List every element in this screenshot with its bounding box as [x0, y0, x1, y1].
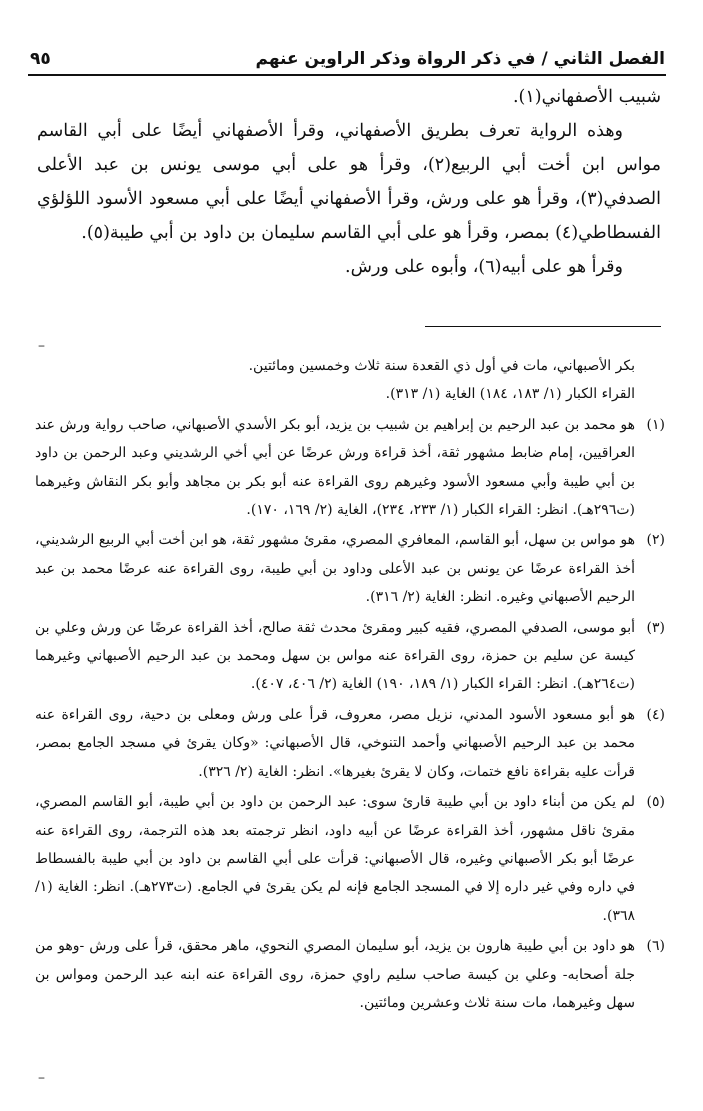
chapter-title: الفصل الثاني / في ذكر الرواة وذكر الراوين عنهم — [255, 49, 665, 69]
footnote — [35, 788, 665, 930]
footnote-number: (٢) — [646, 532, 665, 549]
header-rule — [28, 74, 666, 76]
page-number: ٩٥ — [30, 49, 51, 69]
footnote-number: (٤) — [646, 706, 665, 723]
footnote-number: (٣) — [646, 619, 665, 636]
footnote — [35, 526, 665, 611]
scan-mark: – — [38, 1070, 45, 1086]
footnote-separator — [425, 326, 661, 327]
main-paragraph: وهذه الرواية تعرف بطريق الأصفهاني، وقرأ الأصفهاني أيضًا على أبي القاسم مواس ابن أخت أبي الربيع(٢)، وقرأ هو على أبي موسى يونس بن عبد الأعلى الصدفي(٣)، وقرأ هو على ورش، وقرأ الأصفهاني أيضًا على أبي مسعود الأسود اللؤلؤي الفسطاطي(٤) بمصر، وقرأ هو على أبي القاسم سليمان بن داود بن أبي طيبة(٥). — [37, 121, 661, 243]
footnote-continuation: القراء الكبار (١/ ١٨٣، ١٨٤) الغاية (١/ ٣١٣). — [385, 386, 635, 403]
scan-mark: – — [38, 338, 45, 354]
footnote — [35, 932, 665, 1017]
footnote-text: هو محمد بن عبد الرحيم بن إبراهيم بن شبيب بن يزيد، أبو بكر الأسدي الأصبهاني، صاحب رواية ورش عند العراقيين، إمام ضابط مشهور ثقة، أخذ قراءة ورش عرضًا عن أبي أخي الرشديني وعبد الرحمن بن داود بن أبي طيبة وأبي مسعود الأسود وغيرهم روى القراءة عنه أبو بكر بن مجاهد وأبو بكر النقاش وغيرهما (ت٢٩٦هـ). انظر: القراء الكبار (١/ ٢٣٣، ٢٣٤)، الغاية (٢/ ١٦٩، ١٧٠). — [35, 416, 635, 519]
main-paragraph: وقرأ هو على أبيه(٦)، وأبوه على ورش. — [345, 257, 623, 277]
footnote — [35, 411, 665, 525]
footnote — [35, 614, 665, 699]
footnote-number: (٦) — [646, 938, 665, 955]
footnote-number: (١) — [646, 416, 665, 433]
footnote-continuation: بكر الأصبهاني، مات في أول ذي القعدة سنة ثلاث وخمسين ومائتين. — [248, 358, 635, 374]
footnote-text: لم يكن من أبناء داود بن أبي طيبة قارئ سوى: عبد الرحمن بن داود بن أبي طيبة، أبو القاسم المصري، مقرئ ناقل مشهور، أخذ القراءة عرضًا عن أبيه داود، انظر ترجمته بعد هذه الترجمة، روى القراءة عنه عرضًا أبو بكر الأصبهاني وغيره، قال الأصبهاني: قرأت على أبي القاسم بن داود بن أبي طيبة بالفسطاط في داره وفي غير داره إلا في المسجد الجامع فإنه لم يكن يقرئ في الجامع. (ت٢٧٣هـ). انظر: الغاية (١/ ٣٦٨). — [35, 794, 635, 924]
footnote-number: (٥) — [646, 794, 665, 811]
footnote-text: هو داود بن أبي طيبة هارون بن يزيد، أبو سليمان المصري النحوي، ماهر محقق، قرأ على ورش -وهو من جلة أصحابه- وعلي بن كيسة صاحب سليم راوي حمزة، روى القراءة عنه ابنه عبد الرحمن ومواس بن سهل وغيرهما، مات سنة ثلاث وعشرين ومائتين. — [35, 938, 635, 1011]
footnotes — [35, 352, 665, 1017]
footnote-text: هو أبو مسعود الأسود المدني، نزيل مصر، معروف، قرأ على ورش ومعلى بن دحية، روى القراءة عنه محمد بن عبد الرحيم الأصبهاني وأحمد التنوخي، قال الأصبهاني: «وكان يقرئ في مسجد الجامع بمصر، قرأت عليه بقراءة نافع ختمات، وكان لا يقرئ بغيرها». انظر: الغاية (٢/ ٣٢٦). — [35, 706, 635, 780]
footnote-text: هو مواس بن سهل، أبو القاسم، المعافري المصري، مقرئ مشهور ثقة، هو ابن أخت أبي الربيع الرشديني، أخذ القراءة عرضًا عن يونس بن عبد الأعلى وداود بن أبي طيبة، روى القراءة عنه عرضًا محمد بن عبد الرحيم الأصبهاني وغيره. انظر: الغاية (٢/ ٣١٦). — [35, 532, 635, 606]
running-header — [30, 44, 665, 74]
footnote-text: أبو موسى، الصدفي المصري، فقيه كبير ومقرئ محدث ثقة صالح، أخذ القراءة عرضًا عن ورش وعلي بن كيسة عن سليم بن حمزة، روى القراءة عنه مواس بن سهل ومحمد بن عبد الرحيم الأصبهاني وغيرهما (ت٢٦٤هـ). انظر: القراء الكبار (١/ ١٨٩، ١٩٠) الغاية (٢/ ٤٠٦، ٤٠٧). — [35, 619, 635, 693]
main-text — [37, 80, 661, 284]
main-paragraph: شبيب الأصفهاني(١). — [512, 87, 661, 107]
footnote — [35, 701, 665, 786]
